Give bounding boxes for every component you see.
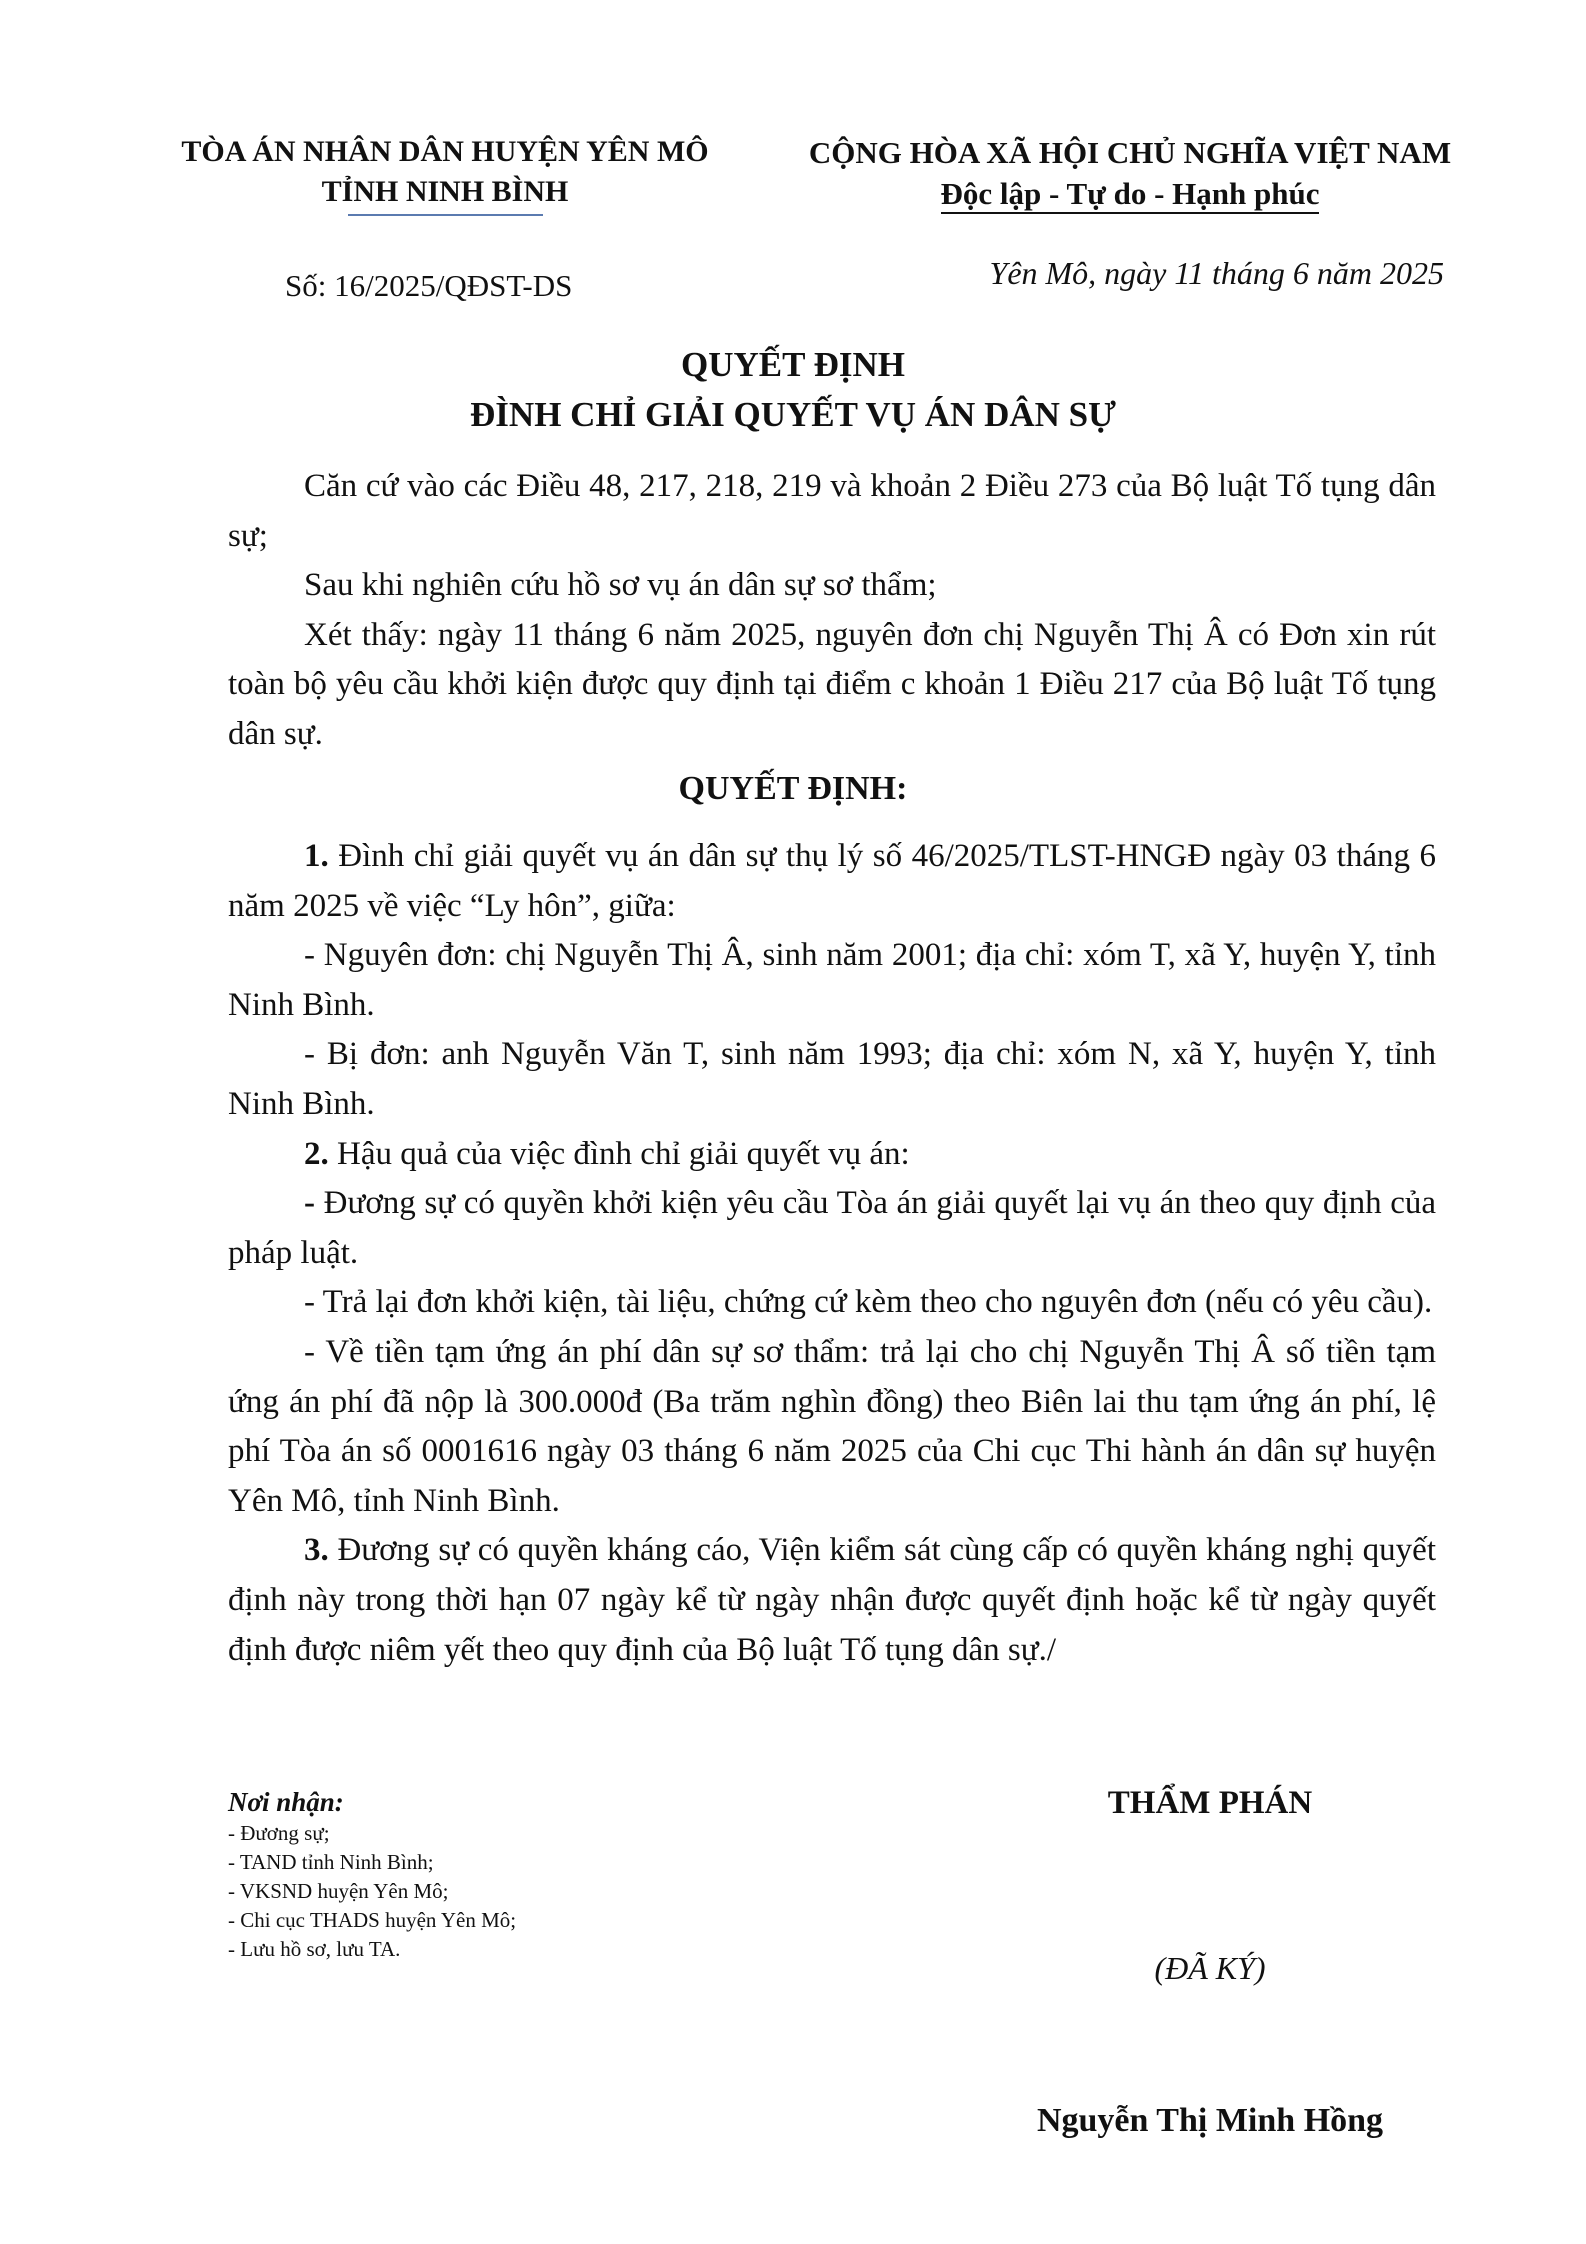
- preamble-legal-basis: Căn cứ vào các Điều 48, 217, 218, 219 và khoản 2 Điều 273 của Bộ luật Tố tụng dân sự;: [228, 468, 1436, 554]
- decision-body: [228, 832, 1436, 1675]
- item-number: 1.: [304, 838, 329, 874]
- court-header: [150, 132, 740, 216]
- recipients-heading: Nơi nhận:: [228, 1787, 344, 1817]
- document-number: Số: 16/2025/QĐST-DS: [285, 268, 573, 303]
- dash: -: [304, 1185, 315, 1222]
- recipient-item: - TAND tỉnh Ninh Bình;: [228, 1850, 434, 1874]
- item-text: Đình chỉ giải quyết vụ án dân sự thụ lý số 46/2025/TLST-HNGĐ ngày 03 tháng 6 năm 2025 về việc “Ly hôn”, giữa:: [228, 838, 1436, 924]
- consequence-2: - Trả lại đơn khởi kiện, tài liệu, chứng cứ kèm theo cho nguyên đơn (nếu có yêu cầu).: [304, 1284, 1433, 1321]
- defendant-info: - Bị đơn: anh Nguyễn Văn T, sinh năm 1993; địa chỉ: xóm N, xã Y, huyện Y, tỉnh Ninh Bình.: [228, 1036, 1436, 1122]
- consequence-3: - Về tiền tạm ứng án phí dân sự sơ thẩm: trả lại cho chị Nguyễn Thị Â số tiền tạm ứng án phí đã nộp là 300.000đ (Ba trăm nghìn đồng) theo Biên lai thu tạm ứng án phí, lệ phí Tòa án số 0001616 ngày 03 tháng 6 năm 2025 của Chi cục Thi hành án dân sự huyện Yên Mô, tỉnh Ninh Bình.: [228, 1333, 1436, 1519]
- item-text: Hậu quả của việc đình chỉ giải quyết vụ án:: [328, 1135, 910, 1172]
- recipients-block: [228, 1785, 516, 1964]
- document-subtitle: ĐÌNH CHỈ GIẢI QUYẾT VỤ ÁN DÂN SỰ: [470, 395, 1116, 434]
- item-number: 3.: [304, 1532, 329, 1569]
- decision-item-1: [228, 832, 1436, 931]
- consequence-1: [228, 1179, 1436, 1278]
- court-underline: [348, 214, 543, 216]
- document-date: Yên Mô, ngày 11 tháng 6 năm 2025: [989, 255, 1444, 291]
- decision-item-2: [228, 1130, 1436, 1180]
- nation-name: CỘNG HÒA XÃ HỘI CHỦ NGHĨA VIỆT NAM: [808, 135, 1452, 170]
- item-text: Đương sự có quyền kháng cáo, Viện kiểm sát cùng cấp có quyền kháng nghị quyết định này trong thời hạn 07 ngày kể từ ngày nhận được quyết định hoặc kể từ ngày quyết định được niêm yết theo quy định của Bộ luật Tố tụng dân sự./: [228, 1532, 1436, 1668]
- recipient-item: - Chi cục THADS huyện Yên Mô;: [228, 1908, 517, 1932]
- document-title: QUYẾT ĐỊNH: [681, 345, 905, 384]
- recipient-item: - Đương sự;: [228, 1821, 330, 1845]
- preamble-review: Sau khi nghiên cứu hồ sơ vụ án dân sự sơ thẩm;: [304, 567, 937, 604]
- preamble-consideration: Xét thấy: ngày 11 tháng 6 năm 2025, nguyên đơn chị Nguyễn Thị Â có Đơn xin rút toàn bộ yêu cầu khởi kiện được quy định tại điểm c khoản 1 Điều 217 của Bộ luật Tố tụng dân sự.: [228, 616, 1436, 752]
- signer-name: Nguyễn Thị Minh Hồng: [1036, 2102, 1384, 2139]
- recipient-item: - VKSND huyện Yên Mô;: [228, 1879, 449, 1903]
- decision-heading: QUYẾT ĐỊNH:: [678, 770, 908, 807]
- national-motto: Độc lập - Tự do - Hạnh phúc: [941, 176, 1320, 214]
- court-province: TỈNH NINH BÌNH: [321, 175, 569, 208]
- national-header: [770, 132, 1490, 214]
- court-name: TÒA ÁN NHÂN DÂN HUYỆN YÊN MÔ: [181, 135, 709, 168]
- item-number: 2.: [304, 1135, 329, 1172]
- plaintiff-info: - Nguyên đơn: chị Nguyễn Thị Â, sinh năm 2001; địa chỉ: xóm T, xã Y, huyện Y, tỉnh Ninh Bình.: [228, 937, 1436, 1023]
- recipient-item: - Lưu hồ sơ, lưu TA.: [228, 1937, 401, 1961]
- decision-item-3: [228, 1526, 1436, 1675]
- preamble: [228, 462, 1436, 760]
- signer-title: THẨM PHÁN: [1107, 1785, 1313, 1821]
- signed-mark: (ĐÃ KÝ): [1154, 1950, 1266, 1986]
- consequence-text: Đương sự có quyền khởi kiện yêu cầu Tòa án giải quyết lại vụ án theo quy định của pháp luật.: [228, 1185, 1436, 1271]
